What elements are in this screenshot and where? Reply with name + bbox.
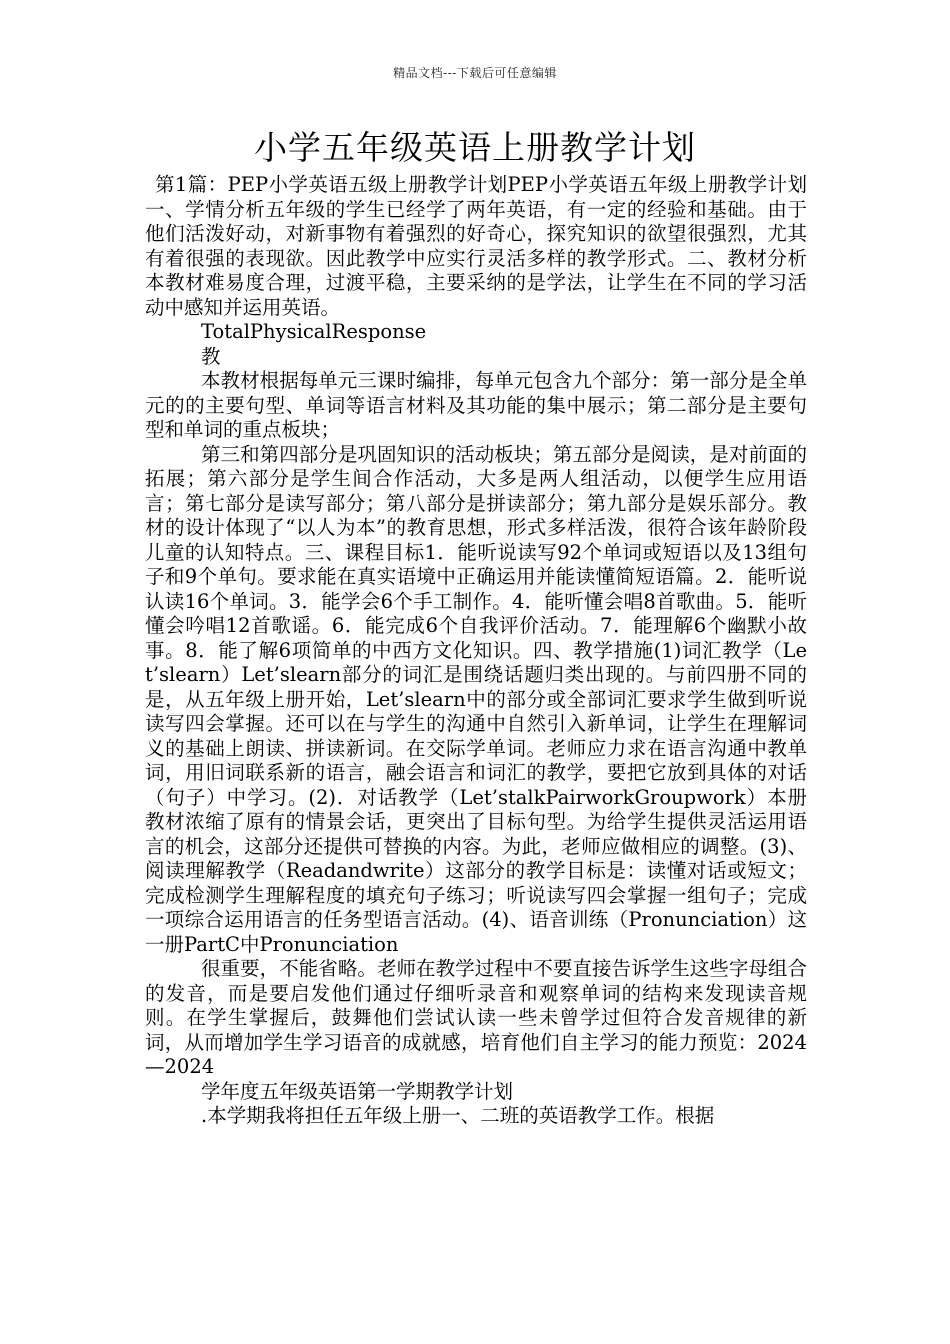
document-title: 小学五年级英语上册教学计划: [254, 128, 696, 167]
document-body: [145, 173, 807, 1129]
header-note: 精品文档---下载后可任意编辑: [393, 66, 557, 80]
paragraph-plan-start: .本学期我将担任五年级上册一、二班的英语教学工作。根据: [201, 1104, 715, 1127]
paragraph-jiao: 教: [201, 344, 221, 368]
paragraph-pronunciation: 很重要，不能省略。老师在教学过程中不要直接告诉学生这些字母组合的发音，而是要启发他们通过仔细听录音和观察单词的结构来发现读音规则。在学生掌握后，鼓舞他们尝试认读一些未曾学过但符合发音规律的新词，从而增加学生学习语音的成就感，培育他们自主学习的能力预览：2024—2024: [145, 957, 807, 1078]
paragraph-structure: 本教材根据每单元三课时编排，每单元包含九个部分：第一部分是全单元的的主要句型、单词等语言材料及其功能的集中展示；第二部分是主要句型和单词的重点板块；: [145, 369, 807, 441]
paragraph-intro: 第1篇：PEP小学英语五级上册教学计划PEP小学英语五年级上册教学计划一、学情分析五年级的学生已经学了两年英语，有一定的经验和基础。由于他们活泼好动，对新事物有着强烈的好奇心，探究知识的欲望很强烈，尤其有着很强的表现欲。因此教学中应实行灵活多样的教学形式。二、教材分析本教材难易度合理，过渡平稳，主要采纳的是学法，让学生在不同的学习活动中感知并运用英语。: [145, 173, 807, 319]
paragraph-plan-title: 学年度五年级英语第一学期教学计划: [201, 1079, 514, 1103]
paragraph-parts-goals: 第三和第四部分是巩固知识的活动板块；第五部分是阅读，是对前面的拓展；第六部分是学生间合作活动，大多是两人组活动，以便学生应用语言；第七部分是读写部分；第八部分是拼读部分；第九部分是娱乐部分。教材的设计体现了“以人为本”的教育思想，形式多样活泼，很符合该年龄阶段儿童的认知特点。三、课程目标1．能听说读写92个单词或短语以及13组句子和9个单句。要求能在真实语境中正确运用并能读懂简短语篇。2．能听说认读16个单词。3．能学会6个手工制作。4．能听懂会唱8首歌曲。5．能听懂会吟唱12首歌谣。6．能完成6个自我评价活动。7．能理解6个幽默小故事。8．能了解6项简单的中西方文化知识。四、教学措施(1)词汇教学（Let’slearn）Let’slearn部分的词汇是围绕话题归类出现的。与前四册不同的是，从五年级上册开始，Let’slearn中的部分或全部词汇要求学生做到听说读写四会掌握。还可以在与学生的沟通中自然引入新单词，让学生在理解词义的基础上朗读、拼读新词。在交际学单词。老师应力求在语言沟通中教单词，用旧词联系新的语言，融会语言和词汇的教学，要把它放到具体的对话（句子）中学习。(2)．对话教学（Let’stalkPairworkGroupwork）本册教材浓缩了原有的情景会话，更突出了目标句型。为给学生提供灵活运用语言的机会，这部分还提供可替换的内容。为此，老师应做相应的调整。(3)、阅读理解教学（Readandwrite）这部分的教学目标是：读懂对话或短文；完成检测学生理解程度的填充句子练习；听说读写四会掌握一组句子；完成一项综合运用语言的任务型语言活动。(4)、语音训练（Pronunciation）这一册PartC中Pronunciation: [145, 442, 807, 956]
paragraph-tpr: TotalPhysicalResponse: [201, 320, 427, 343]
